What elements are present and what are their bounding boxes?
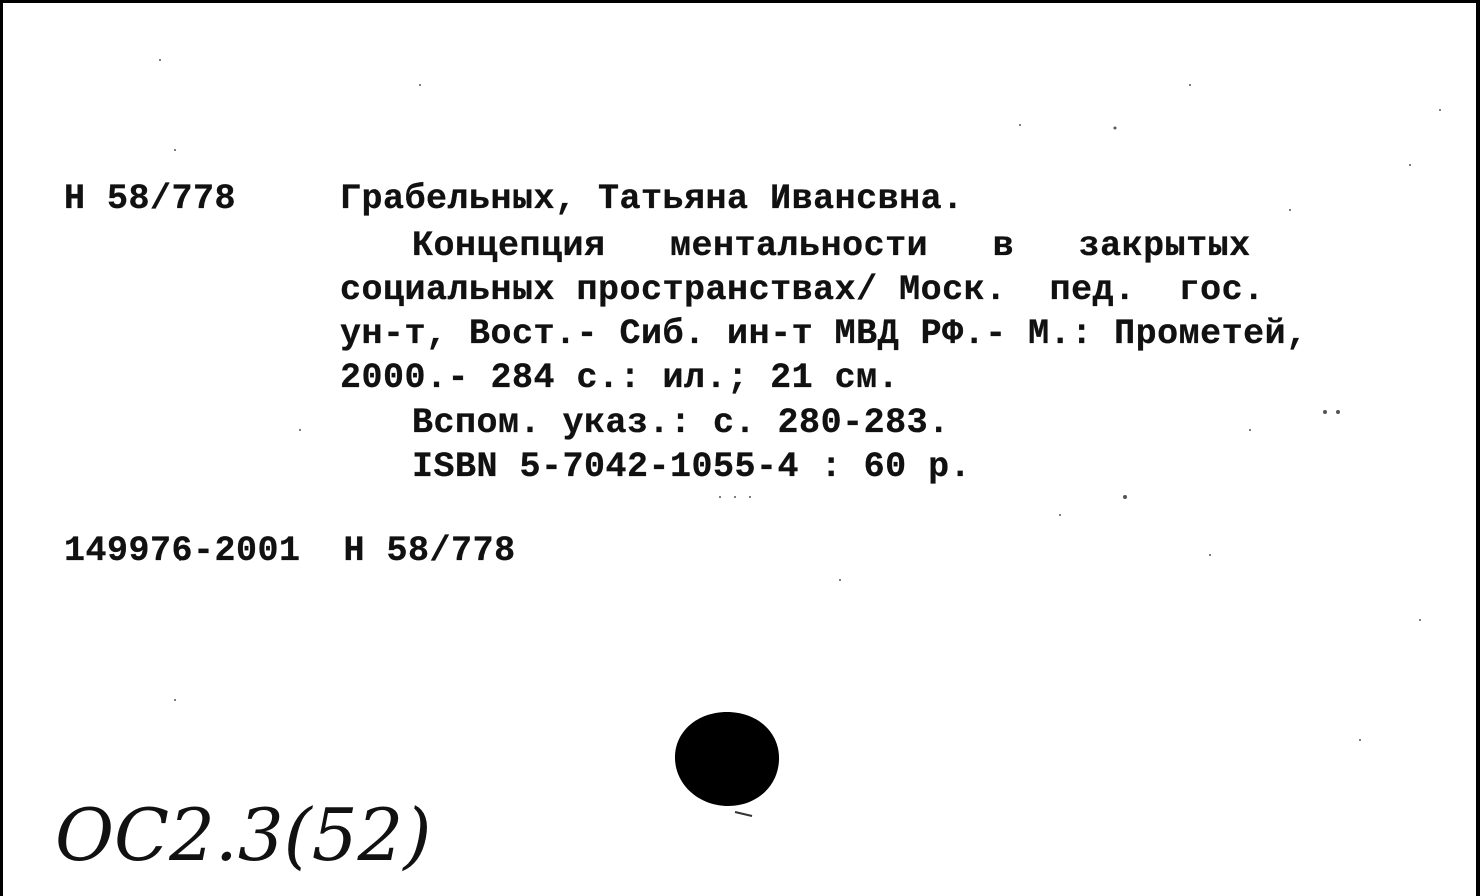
title-line-4: 2000.- 284 с.: ил.; 21 см. bbox=[340, 358, 900, 398]
author-heading: Грабельных, Татьяна Ивансвна. bbox=[340, 179, 964, 219]
handwritten-classification: ОС2.3(52) bbox=[55, 793, 432, 877]
index-note: Вспом. указ.: с. 280-283. bbox=[412, 403, 950, 443]
title-line-3: ун-т, Вост.- Сиб. ин-т МВД РФ.- М.: Прометей, bbox=[340, 314, 1308, 354]
title-line-1: Концепция ментальности в закрытых bbox=[412, 226, 1251, 266]
isbn-line: ISBN 5-7042-1055-4 : 60 р. bbox=[412, 447, 972, 487]
inventory-number: 149976-2001 Н 58/778 bbox=[64, 531, 516, 571]
shelfmark: Н 58/778 bbox=[64, 179, 237, 219]
title-line-2: социальных пространствах/ Моск. пед. гос. bbox=[340, 270, 1265, 310]
punch-hole bbox=[675, 712, 779, 806]
